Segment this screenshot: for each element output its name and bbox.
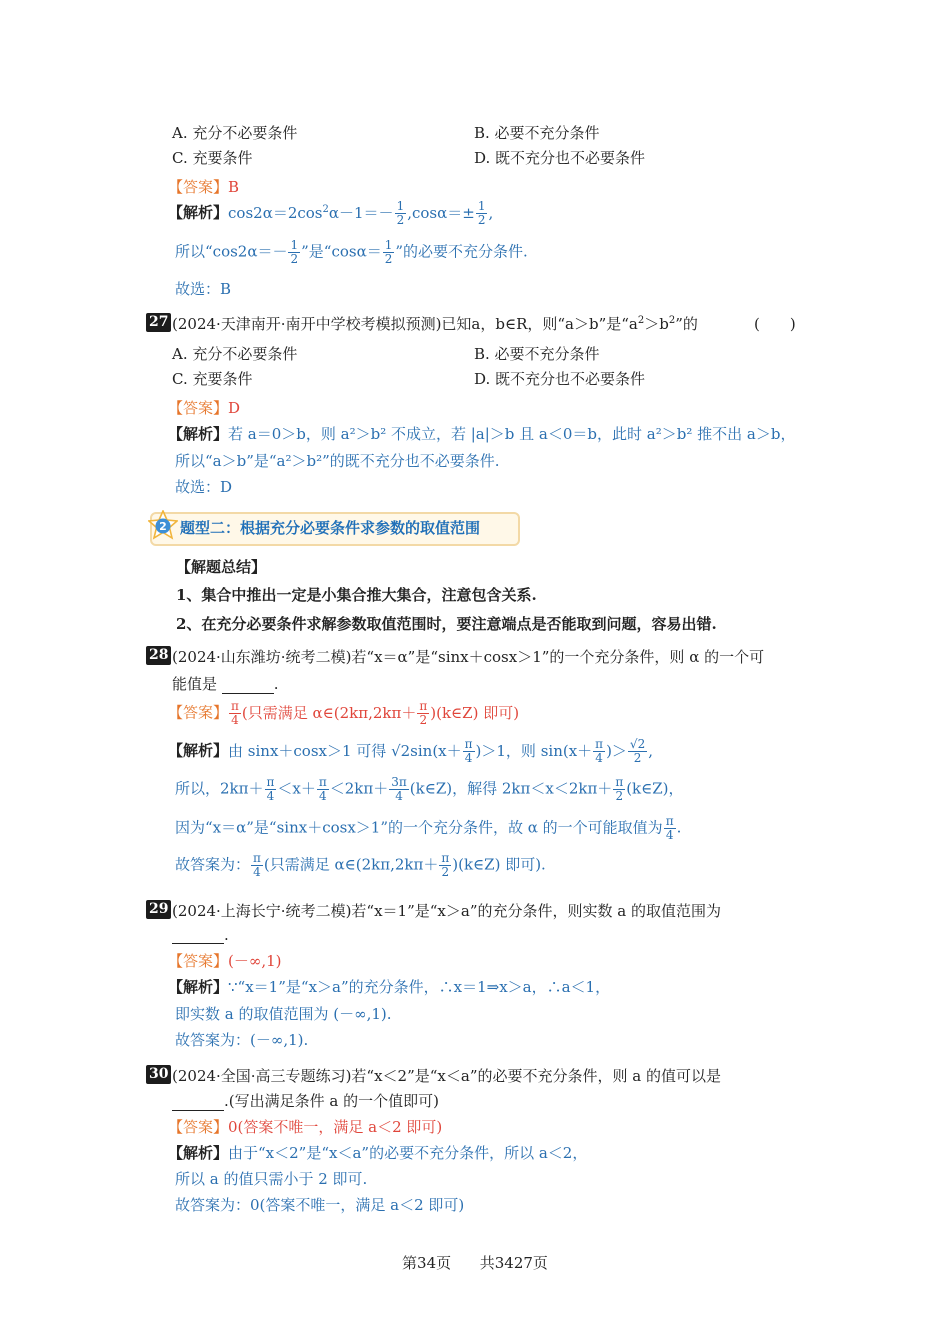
- text: ,cosα＝±: [407, 203, 475, 222]
- summary-point-1: 1、集合中推出一定是小集合推大集合，注意包含关系.: [176, 586, 537, 604]
- star-badge-icon: [148, 510, 178, 540]
- text: 4: [231, 713, 239, 727]
- q29-final-answer: 故答案为：(－∞,1).: [175, 1031, 309, 1049]
- text: ＞b: [644, 315, 669, 333]
- q27-option-d: D. 既不充分也不必要条件: [474, 370, 646, 388]
- text: ”的: [675, 315, 698, 333]
- q27-paren: ( ): [754, 315, 796, 333]
- q26-option-a: A. 充分不必要条件: [172, 124, 298, 142]
- text: (2024·天津南开·南开中学校考模拟预测)已知: [172, 315, 472, 333]
- text: a，b∈R，则“a＞b”是“a: [471, 315, 638, 333]
- text: cos2α＝2cos: [228, 203, 323, 222]
- summary-title: 【解题总结】: [176, 558, 267, 576]
- text: 由于“x＜2”是“x＜a”的必要不充分条件，所以 a＜2，: [228, 1144, 588, 1162]
- analysis-tag: 【解析】: [168, 978, 229, 996]
- text: π: [464, 737, 473, 751]
- answer-value: D: [228, 399, 241, 417]
- page-number: 第34页: [402, 1254, 452, 1272]
- text: .: [273, 675, 279, 693]
- text: ＜2kπ＋: [329, 779, 389, 798]
- text: 2: [419, 713, 428, 727]
- text: π: [615, 775, 624, 789]
- text: 2: [441, 865, 450, 879]
- question-number-27: 27: [146, 313, 171, 332]
- text: (x＋: [562, 741, 593, 760]
- q27-stem: (2024·天津南开·南开中学校考模拟预测)已知a，b∈R，则“a＞b”是“$a^2>b^2$”的: [172, 315, 698, 333]
- text: 4: [665, 828, 674, 842]
- q30-stem-line2: [172, 1090, 439, 1111]
- analysis-tag: 【解析】: [168, 425, 229, 443]
- answer-tag: 【答案】: [168, 1118, 229, 1136]
- text: 2: [633, 751, 642, 765]
- text: ”的必要不充分条件.: [395, 242, 528, 261]
- text: 因为“x＝α”是“sinx＋cosx＞1”的一个充分条件，故 α 的一个可能取值为: [175, 818, 663, 837]
- q27-analysis-line2: 所以“a＞b”是“a²＞b²”的既不充分也不必要条件.: [175, 452, 500, 470]
- text: π: [231, 699, 239, 713]
- q29-stem: (2024·上海长宁·统考二模)若“x＝1”是“x＞a”的充分条件，则实数 a 的取值范围为: [172, 902, 721, 920]
- q28-analysis-line2: [175, 776, 684, 803]
- text: (只需满足 α∈: [241, 703, 334, 722]
- text: ”是“cosα＝: [301, 242, 382, 261]
- text: 若 a＝0＞b，则 a²＞b² 不成立，若 |a|＞b 且 a＜0＝b，此时 a²＞b² 推不出 a＞b，: [228, 425, 796, 443]
- text: π: [253, 851, 261, 865]
- q28-answer: [168, 700, 519, 727]
- q30-stem: (2024·全国·高三专题练习)若“x＜2”是“x＜a”的必要不充分条件，则 a 的值可以是: [172, 1067, 721, 1085]
- page-footer: [0, 1252, 950, 1273]
- text: ∵“x＝1”是“x＞a”的充分条件，∴x＝1⇒x＞a，∴a＜1，: [228, 978, 611, 996]
- text: π: [665, 814, 674, 828]
- text: (2kπ,2kπ＋: [355, 855, 439, 874]
- q28-analysis-line3: [175, 815, 681, 842]
- analysis-tag: 【解析】: [168, 741, 229, 760]
- q30-final-answer: 故答案为：0(答案不唯一，满足 a＜2 即可): [175, 1196, 465, 1214]
- text: )＞: [606, 741, 627, 760]
- text: 能值是: [172, 675, 218, 693]
- q26-option-b: B. 必要不充分条件: [474, 124, 600, 142]
- text: ,: [488, 203, 494, 222]
- question-number-28: 28: [146, 646, 171, 665]
- answer-blank: [222, 679, 274, 694]
- text: 4: [464, 751, 473, 765]
- q27-answer: [168, 397, 240, 418]
- answer-value: (－∞,1): [228, 952, 282, 970]
- analysis-tag: 【解析】: [168, 203, 229, 222]
- text: (k∈Z)，解得 2kπ＜x＜2kπ＋: [409, 779, 613, 798]
- section-title: 题型二：根据充分必要条件求参数的取值范围: [180, 519, 481, 537]
- text: π: [419, 699, 428, 713]
- text: 由 sinx＋cosx＞1 可得 √2sin: [228, 741, 433, 760]
- q28-analysis-line1: [168, 738, 653, 765]
- text: 4: [318, 789, 327, 803]
- q26-option-c: C. 充要条件: [172, 149, 253, 167]
- q26-choose: 故选：B: [175, 280, 232, 298]
- text: (只需满足 α∈: [263, 855, 356, 874]
- q26-option-d: D. 既不充分也不必要条件: [474, 149, 646, 167]
- text: )(k∈Z) 即可): [430, 703, 520, 722]
- q26-analysis-line1: 【解析】$\cos 2\alpha=2\cos^2\alpha-1=-$ $\frac{1}{2}$ ,cosα＝± $\frac{1}{2}$ ,: [168, 199, 494, 227]
- answer-blank: [172, 929, 224, 944]
- text: √2: [629, 737, 646, 751]
- text: 4: [253, 865, 261, 879]
- q27-option-b: B. 必要不充分条件: [474, 345, 600, 363]
- text: π: [266, 775, 275, 789]
- text: 故答案为：: [175, 855, 251, 874]
- summary-point-2: 2、在充分必要条件求解参数取值范围时，要注意端点是否能取到问题，容易出错.: [176, 615, 717, 633]
- analysis-tag: 【解析】: [168, 1144, 229, 1162]
- text: π: [441, 851, 450, 865]
- page-total: 共3427页: [479, 1254, 548, 1272]
- text: α－1＝－: [328, 203, 394, 222]
- answer-tag: 【答案】: [168, 178, 229, 196]
- q28-final-answer: [175, 852, 546, 879]
- answer-tag: 【答案】: [168, 399, 229, 417]
- text: 4: [595, 751, 603, 765]
- question-number-29: 29: [146, 900, 171, 919]
- text: (2kπ,2kπ＋: [333, 703, 417, 722]
- answer-tag: 【答案】: [168, 703, 229, 722]
- text: 所以，2kπ＋: [175, 779, 264, 798]
- text: 4: [266, 789, 275, 803]
- text: 所以“cos2α＝－: [175, 242, 288, 261]
- question-number-30: 30: [146, 1065, 171, 1084]
- q27-choose: 故选：D: [175, 478, 233, 496]
- q27-analysis-line1: [168, 423, 795, 444]
- q29-answer: [168, 950, 282, 971]
- section-badge-number: 2: [159, 520, 167, 533]
- q28-stem-line2: [172, 673, 279, 694]
- text: ,: [648, 741, 653, 760]
- answer-value: B: [228, 178, 240, 196]
- q30-analysis-line2: 所以 a 的值只需小于 2 即可.: [175, 1170, 368, 1188]
- q27-option-c: C. 充要条件: [172, 370, 253, 388]
- answer-tag: 【答案】: [168, 952, 229, 970]
- q29-analysis-line1: [168, 976, 610, 997]
- q30-analysis-line1: [168, 1142, 587, 1163]
- answer-blank: [172, 1096, 224, 1111]
- text: 2: [615, 789, 624, 803]
- text: .: [224, 926, 229, 944]
- text: 4: [395, 789, 403, 803]
- text: π: [318, 775, 327, 789]
- q30-answer: [168, 1116, 442, 1137]
- text: π: [595, 737, 604, 751]
- text: (k∈Z)，: [626, 779, 684, 798]
- text: .: [676, 818, 682, 837]
- text: 3π: [391, 775, 407, 789]
- q29-stem-line2: [172, 926, 229, 944]
- q28-stem-line1: (2024·山东潍坊·统考二模)若“x＝α”是“sinx＋cosx＞1”的一个充分条件，则 α 的一个可: [172, 648, 765, 666]
- q29-analysis-line2: 即实数 a 的取值范围为 (－∞,1).: [175, 1005, 392, 1023]
- text: )(k∈Z) 即可).: [452, 855, 546, 874]
- q26-answer: [168, 176, 239, 197]
- q27-option-a: A. 充分不必要条件: [172, 345, 298, 363]
- answer-value: 0(答案不唯一，满足 a＜2 即可): [228, 1118, 443, 1136]
- text: ＜x＋: [277, 779, 316, 798]
- text: )＞1，则 sin: [475, 741, 563, 760]
- text: .(写出满足条件 a 的一个值即可): [224, 1092, 439, 1110]
- text: (x＋: [432, 741, 462, 760]
- q26-analysis-line2: 所以“cos2α＝－ $\frac{1}{2}$ ”是“cosα＝ $\frac{1}{2}$ ”的必要不充分条件.: [175, 238, 528, 266]
